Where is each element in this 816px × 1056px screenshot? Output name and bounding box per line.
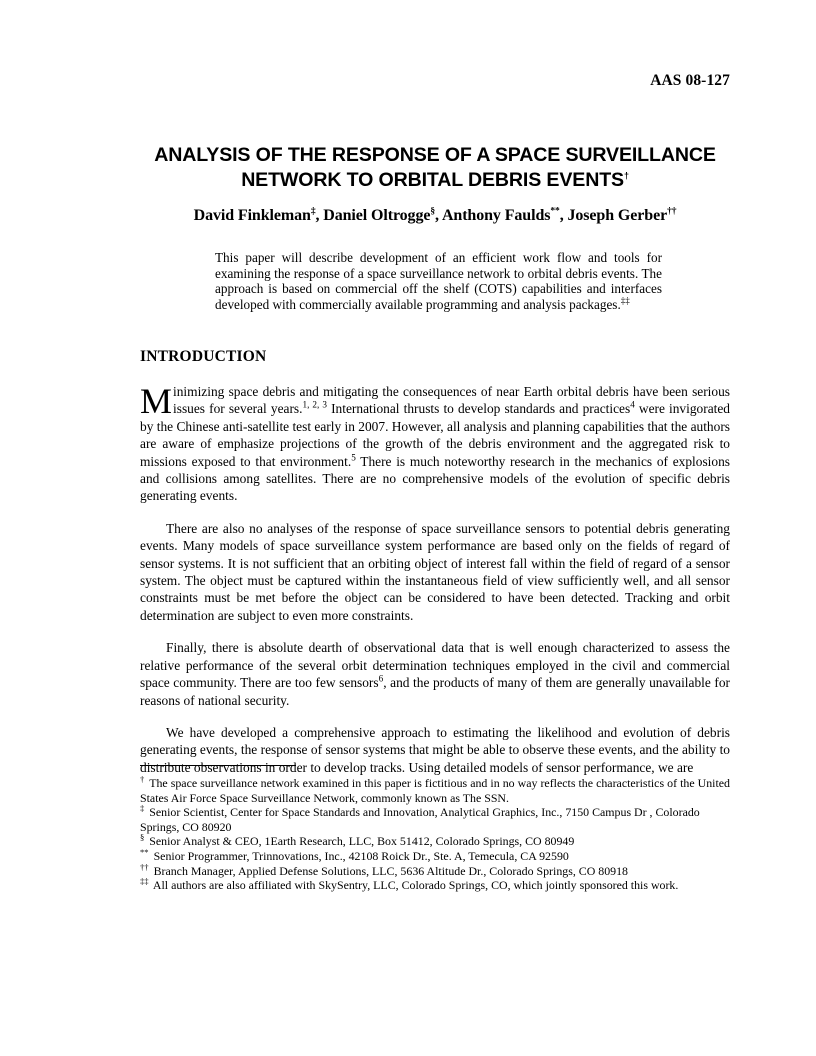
footnote-marker: **	[140, 847, 149, 857]
paragraph-1-part-1: inimizing space debris and mitigating the consequences of near Earth orbital debris have been serious issues for several years.	[173, 384, 730, 417]
paper-title	[140, 143, 730, 193]
footnote-list	[140, 776, 730, 893]
footnote-text: All authors are also affiliated with SkySentry, LLC, Colorado Springs, CO, which jointly sponsored this work.	[150, 878, 679, 893]
author-list	[140, 207, 730, 225]
report-number: AAS 08-127	[650, 72, 730, 89]
paragraph-1-part-3: were invigorated by the Chinese anti-satellite test early in 2007. However, all analysis and planning capabilities that the authors are aware of emphasize projections of the growth of the debris environment and the aggregated risk to missions exposed to that environment.	[140, 401, 731, 469]
author-3-name: Anthony Faulds	[441, 207, 551, 224]
paragraph-2: There are also no analyses of the response of space surveillance sensors to potential debris generating events. Many models of space surveillance system performance are based only on the fields of regard of sensor systems. It is not sufficient that an orbiting object of interest fall within the field of regard of a sensor system. The object must be captured within the instantaneous field of view sufficiently well, and all sensor constraints must be met before the object can be considered to have been detected. Tracking and orbit determination are subject to even more constraints.	[140, 520, 730, 623]
author-4-name: Joseph Gerber	[567, 207, 668, 224]
author-3-marker: **	[550, 206, 560, 217]
paragraph-3	[140, 639, 730, 709]
title-footnote-marker: †	[623, 170, 629, 181]
author-1-name: David Finkleman	[193, 207, 311, 224]
footnote-item	[140, 776, 730, 805]
footnote-marker: †	[140, 774, 145, 785]
section-heading-introduction: INTRODUCTION	[140, 348, 267, 365]
paragraph-3-part-1: Finally, there is absolute dearth of observational data that is well enough characterized to assess the relative performance of the several orbit determination techniques employed in the civil and commercial space community. There are too few sensors	[140, 640, 730, 691]
footnote-item	[140, 878, 730, 893]
footnote-item	[140, 849, 730, 864]
footnote-text: Senior Scientist, Center for Space Standards and Innovation, Analytical Graphics, Inc., 7150 Campus Dr , Colorado Springs, CO 80920	[140, 805, 700, 834]
footnote-marker: ††	[140, 861, 149, 872]
paragraph-1	[140, 383, 730, 505]
body-text	[140, 383, 730, 791]
drop-cap: M	[140, 381, 173, 421]
author-2-name: Daniel Oltrogge	[323, 207, 431, 224]
footnote-marker: ‡	[140, 803, 145, 814]
author-1-marker: ‡	[310, 206, 316, 217]
paragraph-1-part-4: There is much noteworthy research in the mechanics of explosions and collisions among satellites. There are no comprehensive models of the evolution of specific debris generating events.	[140, 453, 731, 504]
footnote-separator-rule	[140, 765, 296, 766]
footnote-text: Branch Manager, Applied Defense Solutions, LLC, 5636 Altitude Dr., Colorado Springs, CO 80918	[150, 863, 629, 878]
author-separator-3: ,	[559, 207, 568, 224]
paragraph-4: We have developed a comprehensive approach to estimating the likelihood and evolution of debris generating events, the response of sensor systems that might be able to observe these events, and the ability to distribute observations in order to develop tracks. Using detailed models of sensor performance, we are	[140, 724, 730, 775]
citation-1: 1, 2, 3	[302, 399, 327, 410]
footnote-item	[140, 834, 730, 849]
footnote-text: The space surveillance network examined in this paper is fictitious and in no way reflects the characteristics of the United States Air Force Space Surveillance Network, commonly known as The SSN.	[140, 776, 730, 805]
footnote-marker: ‡‡	[140, 876, 149, 887]
footnote-text: Senior Programmer, Trinnovations, Inc., 42108 Roick Dr., Ste. A, Temecula, CA 92590	[150, 848, 569, 863]
citation-4: 4	[630, 399, 635, 410]
abstract	[215, 250, 662, 313]
abstract-text: This paper will describe development of an efficient work flow and tools for examining the response of a space surveillance network to orbital debris events. The approach is based on commercial off the shelf (COTS) capabilities and interfaces developed with commercially available programming and analysis packages.	[215, 250, 662, 313]
abstract-footnote-marker: ‡‡	[620, 295, 630, 306]
footnote-item	[140, 805, 730, 834]
paragraph-1-part-2: International thrusts to develop standards and practices	[326, 401, 631, 417]
citation-5: 5	[351, 452, 356, 463]
author-4-marker: ††	[667, 206, 677, 217]
paragraph-3-part-2: , and the products of many of them are generally unavailable for reasons of national security.	[140, 675, 731, 708]
author-separator-1: ,	[315, 207, 324, 224]
title-line-1: ANALYSIS OF THE RESPONSE OF A SPACE SURVEILLANCE	[154, 144, 716, 166]
title-line-2	[140, 168, 730, 193]
footnote-marker: §	[140, 832, 145, 843]
footnote-item	[140, 861, 730, 879]
footnote-text: Senior Analyst & CEO, 1Earth Research, LLC, Box 51412, Colorado Springs, CO 80949	[146, 834, 575, 849]
author-separator-2: ,	[435, 207, 442, 224]
author-2-marker: §	[430, 206, 436, 217]
citation-6: 6	[378, 673, 384, 684]
title-line-2-text: NETWORK TO ORBITAL DEBRIS EVENTS	[241, 169, 624, 191]
